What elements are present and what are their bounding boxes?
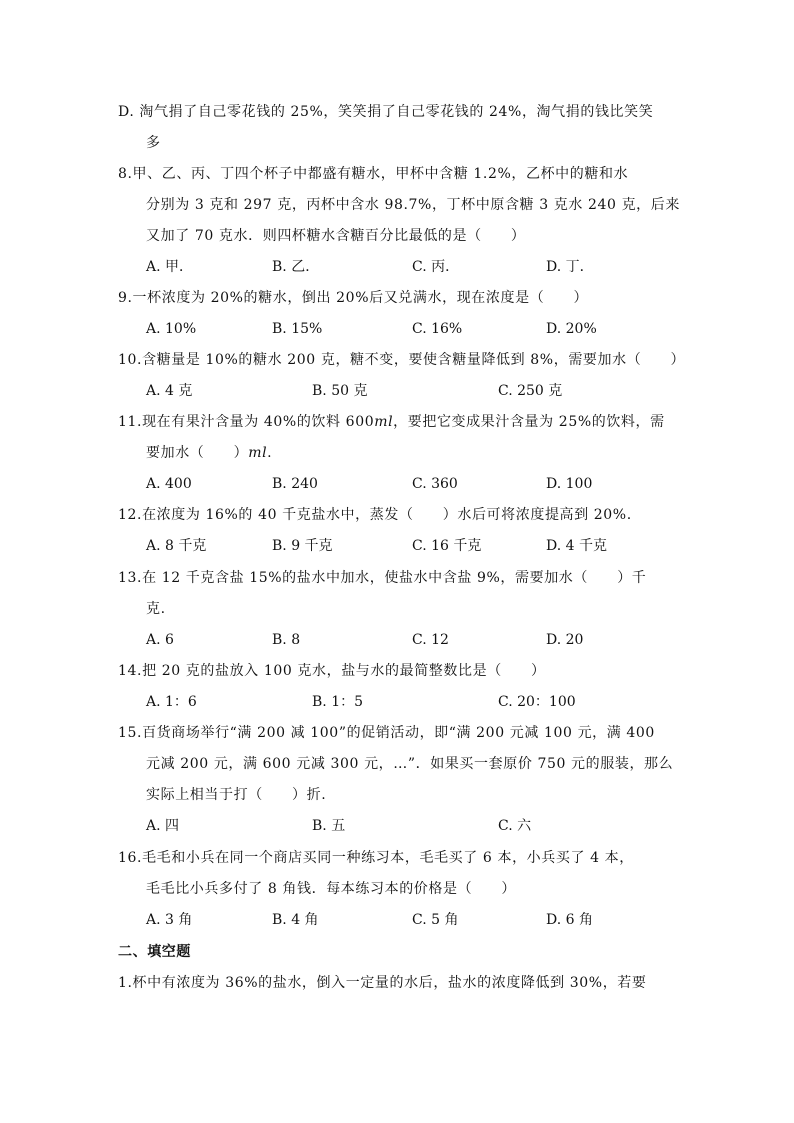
q12-option-d: D. 4 千克 [546, 538, 607, 554]
q13-option-a: A. 6 [146, 632, 174, 648]
q9-option-d: D. 20% [546, 321, 597, 337]
q9-option-b: B. 15% [272, 321, 323, 337]
q16-option-d: D. 6 角 [546, 912, 593, 928]
q9-option-c: C. 16% [412, 321, 463, 337]
q8-option-b: B. 乙． [272, 259, 320, 275]
q7-option-d-line1: D. 淘气捐了自己零花钱的 25%，笑笑捐了自己零花钱的 24%，淘气捐的钱比笑笑 [118, 104, 654, 120]
q13-stem-line1: 13.在 12 千克含盐 15%的盐水中加水，使盐水中含盐 9%，需要加水（ ）千 [118, 570, 647, 586]
q10-option-c: C. 250 克 [498, 383, 563, 399]
q16-option-a: A. 3 角 [146, 912, 193, 928]
q9-stem-line1: 9.一杯浓度为 20%的糖水，倒出 20%后又兑满水，现在浓度是（ ） [118, 290, 589, 306]
q10-option-a: A. 4 克 [146, 383, 193, 399]
q16-stem-line1: 16.毛毛和小兵在同一个商店买同一种练习本，毛毛买了 6 本，小兵买了 4 本， [118, 850, 634, 866]
q12-stem-line1: 12.在浓度为 16%的 40 千克盐水中，蒸发（ ）水后可将浓度提高到 20%. [118, 507, 632, 523]
q15-stem-line1: 15.百货商场举行“满 200 减 100”的促销活动，即“满 200 元减 100 元，满 400 [118, 725, 655, 741]
q11-stem-rest: ，要把它变成果汁含量为 25%的饮料，需 [393, 414, 665, 430]
q13-stem-line2: 克. [146, 601, 166, 617]
q15-stem-line2: 元减 200 元，满 600 元减 300 元，…”．如果买一套原价 750 元的服装，那么 [146, 756, 674, 772]
q8-option-a: A. 甲． [146, 259, 194, 275]
q11-unit-ml-2: ml [248, 445, 268, 461]
q15-stem-line3: 实际上相当于打（ ）折. [146, 787, 327, 803]
q15-option-b: B. 五 [312, 818, 346, 834]
q7-option-d-line2: 多 [146, 135, 161, 151]
q12-option-c: C. 16 千克 [412, 538, 482, 554]
q13-option-b: B. 8 [272, 632, 301, 648]
q16-option-c: C. 5 角 [412, 912, 459, 928]
q11-option-d: D. 100 [546, 476, 593, 492]
q10-stem-line1: 10.含糖量是 10%的糖水 200 克，糖不变，要使含糖量降低到 8%，需要加水（ ） [118, 352, 686, 368]
q13-option-c: C. 12 [412, 632, 449, 648]
q11-stem-line1 [118, 412, 665, 432]
q8-stem-line3: 又加了 70 克水．则四杯糖水含糖百分比最低的是（ ） [146, 228, 526, 244]
q8-option-d: D. 丁． [546, 259, 594, 275]
q11-stem-line2 [146, 443, 272, 463]
q9-option-a: A. 10% [146, 321, 197, 337]
q14-option-a: A. 1：6 [146, 694, 197, 710]
q12-option-b: B. 9 千克 [272, 538, 333, 554]
q14-option-c: C. 20：100 [498, 694, 576, 710]
q13-option-d: D. 20 [546, 632, 584, 648]
q12-option-a: A. 8 千克 [146, 538, 207, 554]
q8-stem-line1: 8.甲、乙、丙、丁四个杯子中都盛有糖水，甲杯中含糖 1.2%，乙杯中的糖和水 [118, 166, 629, 182]
q16-option-b: B. 4 角 [272, 912, 319, 928]
q8-stem-line2: 分别为 3 克和 297 克，丙杯中含水 98.7%，丁杯中原含糖 3 克水 240 克，后来 [146, 197, 680, 213]
q16-stem-line2: 毛毛比小兵多付了 8 角钱．每本练习本的价格是（ ） [146, 881, 517, 897]
q15-option-c: C. 六 [498, 818, 532, 834]
q11-option-b: B. 240 [272, 476, 318, 492]
s2-q1-stem-line1: 1.杯中有浓度为 36%的盐水，倒入一定量的水后，盐水的浓度降低到 30%，若要 [118, 975, 647, 991]
q11-stem-end: . [267, 445, 273, 461]
q11-option-a: A. 400 [146, 476, 192, 492]
q8-option-c: C. 丙． [412, 259, 460, 275]
q11-stem-text: 11.现在有果汁含量为 40%的饮料 600 [118, 414, 375, 430]
q11-option-c: C. 360 [412, 476, 458, 492]
q11-unit-ml: ml [374, 414, 394, 430]
q14-stem-line1: 14.把 20 克的盐放入 100 克水，盐与水的最简整数比是（ ） [118, 663, 546, 679]
section-2-title: 二、填空题 [118, 944, 191, 960]
q15-option-a: A. 四 [146, 818, 180, 834]
q14-option-b: B. 1：5 [312, 694, 364, 710]
q11-stem-text2: 要加水（ ） [146, 445, 249, 461]
q10-option-b: B. 50 克 [312, 383, 368, 399]
